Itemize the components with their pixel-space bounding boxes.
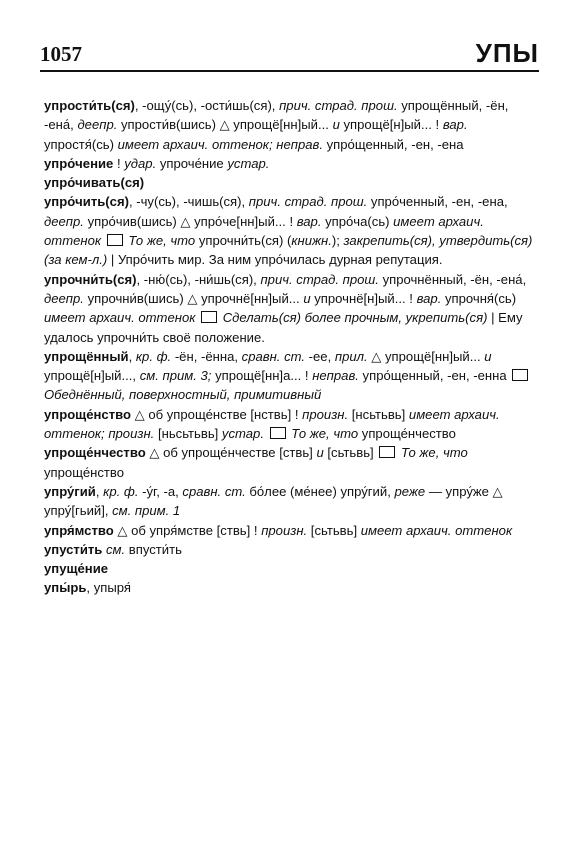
entry-text: т bbox=[188, 426, 195, 442]
entry-text: , -ню́(сь), -ни́шь(ся), bbox=[136, 271, 261, 287]
entry-text: △ об упроще́нстве [нств bbox=[131, 406, 281, 422]
entry-text: упрочни́ть(ся) ( bbox=[195, 233, 292, 249]
entry-text: -ее, bbox=[305, 348, 335, 364]
entry-text: △ упрощё[нн]ый... bbox=[367, 348, 485, 364]
entry-text: упро́чив(шись) △ упро́че[нн]ый... ! bbox=[83, 213, 297, 229]
usage-label: имеет архаич. оттенок; произн. bbox=[44, 406, 500, 442]
entry-text: ь bbox=[302, 445, 310, 461]
usage-label: имеет архаич. оттенок bbox=[44, 213, 484, 249]
headword: упря́мство bbox=[44, 522, 114, 538]
entry-text: ! bbox=[113, 155, 125, 171]
entry-text: упрочнённый, -ён, -ена́, bbox=[378, 271, 527, 287]
entry-text: упро́ченный, -ен, -ена, bbox=[367, 194, 508, 210]
entry-text: упро́щенный, -ен, -ена bbox=[323, 136, 464, 152]
headword: упрочни́ть(ся) bbox=[44, 271, 137, 287]
entry-text: ь bbox=[332, 522, 340, 538]
page-number: 1057 bbox=[40, 42, 82, 66]
usage-label: прич. страд. прош. bbox=[260, 271, 379, 287]
dictionary-entry bbox=[44, 482, 539, 521]
entry-text: бо́лее (ме́нее) упру́гий, bbox=[245, 483, 395, 499]
entry-text: ] bbox=[309, 445, 317, 461]
usage-label: прич. страд. прош. bbox=[248, 194, 368, 210]
usage-label: деепр. bbox=[44, 213, 84, 229]
usage-label: книжн. bbox=[291, 233, 332, 249]
entry-text: , bbox=[95, 483, 104, 499]
entry-text: ] ! bbox=[287, 406, 303, 422]
entry-text: в bbox=[387, 406, 395, 422]
entry-text: с bbox=[175, 426, 183, 442]
dictionary-entry bbox=[44, 578, 539, 597]
entry-text: упроще́нство bbox=[44, 464, 124, 480]
entry-text: ); bbox=[331, 233, 344, 249]
entry-text: | Упро́чить мир. За ним упро́чилась дурная репутация. bbox=[107, 252, 443, 268]
headword: упусти́ть bbox=[44, 541, 103, 557]
usage-label: и bbox=[303, 290, 311, 306]
entry-text: упрощё[н]ый..., bbox=[44, 368, 140, 384]
usage-label: деепр. bbox=[77, 117, 118, 133]
entry-text: ] bbox=[401, 406, 409, 422]
entry-text: ь bbox=[369, 406, 375, 422]
entry-text: ий], bbox=[86, 503, 113, 519]
entry-text: упрости́в(шись) △ упрощё[нн]ый... bbox=[117, 117, 333, 133]
entry-text: ь bbox=[363, 445, 371, 461]
dictionary-entry bbox=[44, 96, 539, 154]
entry-text: т bbox=[375, 406, 381, 422]
entry-text: упро́ча(сь) bbox=[321, 213, 394, 229]
entry-text: -у́г, -а, bbox=[138, 483, 183, 499]
entry-text: т bbox=[343, 445, 350, 461]
entry-text: в bbox=[356, 445, 364, 461]
usage-label: вар. bbox=[442, 117, 468, 133]
usage-label: см. bbox=[106, 541, 126, 557]
usage-label: То же, что bbox=[128, 233, 196, 249]
definition-box-icon bbox=[201, 311, 217, 323]
entry-text: упрощё[нн]а... ! bbox=[211, 368, 313, 384]
usage-label: прил. bbox=[334, 348, 368, 364]
usage-label: неправ. bbox=[312, 368, 359, 384]
usage-label: Обеднённый, поверхностный, примитивный bbox=[44, 387, 322, 403]
usage-label: закрепить(ся), утвердить(ся) (за кем-л.) bbox=[44, 233, 533, 268]
entry-text: [нс bbox=[348, 406, 370, 422]
usage-label: кр. ф. bbox=[103, 483, 139, 499]
page-title: УПЫ bbox=[475, 38, 539, 68]
usage-label: То же, что bbox=[291, 426, 359, 442]
entry-text: [с bbox=[307, 522, 321, 538]
dictionary-entry bbox=[44, 559, 539, 578]
dictionary-entry bbox=[44, 154, 539, 173]
usage-label: деепр. bbox=[44, 290, 84, 306]
dictionary-entry bbox=[44, 192, 539, 269]
definition-box-icon bbox=[270, 427, 286, 439]
usage-label: имеет архаич. оттенок bbox=[44, 310, 196, 326]
entry-text: ь bbox=[79, 503, 87, 519]
entry-text: , -чу(сь), -чишь(ся), bbox=[128, 194, 249, 210]
entry-text: ] bbox=[353, 522, 361, 538]
usage-label: имеет архаич. оттенок; неправ. bbox=[117, 136, 323, 152]
dictionary-entry bbox=[44, 173, 539, 192]
entry-text: в bbox=[200, 426, 208, 442]
entry-text: ь bbox=[349, 445, 357, 461]
headword: упы́рь bbox=[44, 580, 87, 596]
entry-text: ь bbox=[337, 445, 344, 461]
dictionary-entry bbox=[44, 521, 539, 540]
dictionary-entry bbox=[44, 405, 539, 444]
entry-text: ] ! bbox=[246, 522, 262, 538]
usage-label: вар. bbox=[296, 213, 322, 229]
usage-label: произн. bbox=[261, 522, 308, 538]
entry-text: ь bbox=[321, 522, 327, 538]
entry-text: △ об упря́мстве [ств bbox=[113, 522, 240, 538]
dictionary-entry bbox=[44, 270, 539, 347]
headword: упроще́нство bbox=[44, 406, 131, 422]
entry-text: ь bbox=[280, 406, 288, 422]
entry-text: ь bbox=[194, 426, 201, 442]
usage-label: устар. bbox=[221, 426, 264, 442]
headword: упроще́нчество bbox=[44, 445, 146, 461]
entry-text: | Ему удалось упрочни́ть своё положение. bbox=[44, 310, 523, 345]
usage-label: имеет архаич. оттенок bbox=[360, 522, 513, 538]
usage-label: реже — bbox=[394, 483, 442, 499]
entry-text: упрочнё[н]ый... ! bbox=[310, 290, 417, 306]
dictionary-entry bbox=[44, 443, 539, 482]
entry-text: упрочня́(сь) bbox=[441, 290, 517, 306]
usage-label: удар. bbox=[124, 155, 157, 171]
entry-text: ь bbox=[239, 522, 247, 538]
entry-text: т bbox=[326, 522, 333, 538]
definition-box-icon bbox=[379, 446, 395, 458]
usage-label: прич. страд. прош. bbox=[279, 98, 398, 113]
usage-label: кр. ф. bbox=[135, 348, 172, 364]
entry-text: , bbox=[128, 348, 136, 364]
usage-label: устар. bbox=[227, 155, 270, 171]
usage-label: см. прим. 1 bbox=[112, 503, 181, 519]
headword: упру́гий bbox=[44, 483, 96, 499]
entry-text: [н bbox=[154, 426, 169, 442]
entry-text: ь bbox=[207, 426, 215, 442]
entry-text: , -ощу́(сь), -ости́шь(ся), bbox=[134, 98, 280, 113]
entry-text: в bbox=[339, 522, 347, 538]
dictionary-entry bbox=[44, 540, 539, 559]
entry-text: упрощённый, -ён, -ена́, bbox=[44, 98, 509, 133]
entry-text: упростя́(сь) bbox=[44, 136, 118, 152]
entry-text: ь bbox=[381, 406, 388, 422]
entry-text: упро́щенный, -ен, -енна bbox=[358, 368, 507, 384]
entry-text: ] bbox=[214, 426, 222, 442]
usage-label: сравн. ст. bbox=[182, 483, 246, 499]
usage-label: и bbox=[316, 445, 324, 461]
headword: упро́чить(ся) bbox=[44, 194, 129, 210]
headword: упуще́ние bbox=[44, 561, 109, 577]
entry-text: , упыря́ bbox=[86, 580, 131, 596]
entry-text: ь bbox=[394, 406, 402, 422]
entry-text: ь bbox=[168, 426, 176, 442]
entry-text: ь bbox=[182, 426, 189, 442]
page-header bbox=[40, 40, 539, 72]
definition-box-icon bbox=[512, 369, 528, 381]
usage-label: То же, что bbox=[400, 445, 468, 461]
usage-label: Сделать(ся) более прочным, укрепить(ся) bbox=[222, 310, 488, 326]
entry-text: ] bbox=[370, 445, 374, 461]
entry-text: △ об упроще́нчестве [ств bbox=[145, 445, 303, 461]
headword: упрощённый bbox=[44, 348, 129, 364]
usage-label: и bbox=[484, 348, 492, 364]
entry-text: упрочни́в(шись) △ упрочнё[нн]ый... bbox=[83, 290, 304, 306]
usage-label: сравн. ст. bbox=[241, 348, 306, 364]
entry-text: упроче́ние bbox=[156, 155, 228, 171]
entry-text: упрощё[н]ый... ! bbox=[339, 117, 443, 133]
dictionary-entry bbox=[44, 347, 539, 405]
entry-text: впусти́ть bbox=[125, 541, 182, 557]
usage-label: см. прим. 3; bbox=[139, 368, 212, 384]
headword: упро́чение bbox=[44, 155, 114, 171]
entry-text: -ён, -ённа, bbox=[171, 348, 242, 364]
entry-text: [с bbox=[323, 445, 338, 461]
entry-text: упру́же △ упру́[г bbox=[44, 483, 503, 519]
usage-label: вар. bbox=[416, 290, 442, 306]
headword: упро́чивать(ся) bbox=[44, 175, 145, 191]
headword: упрости́ть(ся) bbox=[44, 98, 135, 113]
dictionary-entries bbox=[44, 96, 539, 598]
entry-text: упроще́нчество bbox=[358, 426, 456, 442]
usage-label: произн. bbox=[302, 406, 349, 422]
definition-box-icon bbox=[107, 234, 123, 246]
entry-text: ь bbox=[346, 522, 354, 538]
usage-label: и bbox=[332, 117, 340, 133]
